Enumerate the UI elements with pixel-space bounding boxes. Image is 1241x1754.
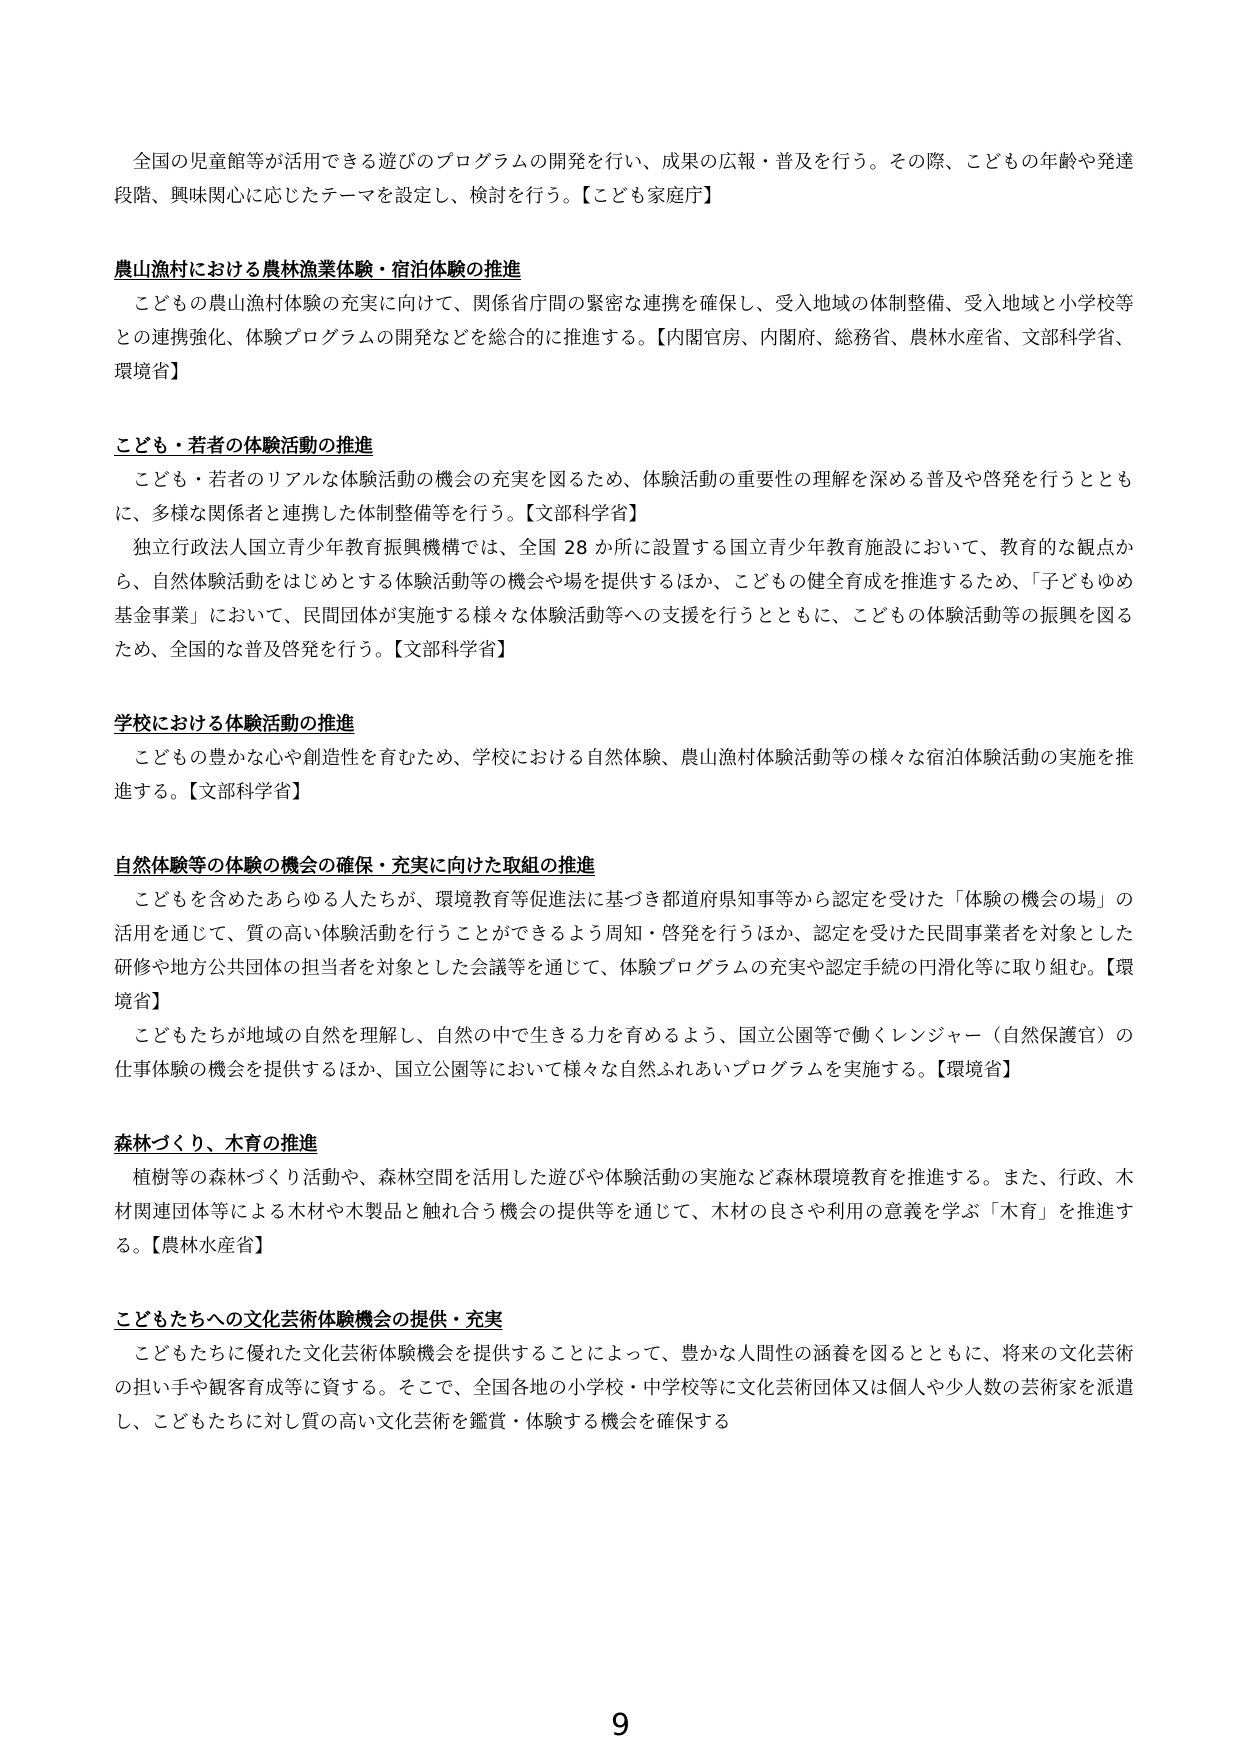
section-heading: 自然体験等の体験の機会の確保・充実に向けた取組の推進 — [114, 856, 596, 877]
section-heading: 森林づくり、木育の推進 — [114, 1134, 318, 1155]
section-heading: こどもたちへの文化芸術体験機会の提供・充実 — [114, 1310, 503, 1331]
section-paragraph: こどもの豊かな心や創造性を育むため、学校における自然体験、農山漁村体験活動等の様々な宿泊体験活動の実施を推進する。【文部科学省】 — [114, 748, 1134, 803]
section-heading: こども・若者の体験活動の推進 — [114, 436, 374, 457]
section-youth-experience — [114, 430, 1134, 668]
section-arts-experience — [114, 1304, 1134, 1440]
intro-paragraph: 全国の児童館等が活用できる遊びのプログラムの開発を行い、成果の広報・普及を行う。その際、こどもの年齢や発達段階、興味関心に応じたテーマを設定し、検討を行う。【こども家庭庁】 — [114, 152, 1134, 207]
section-paragraph: こどもを含めたあらゆる人たちが、環境教育等促進法に基づき都道府県知事等から認定を受けた「体験の機会の場」の活用を通じて、質の高い体験活動を行うことができるよう周知・啓発を行うほか、認定を受けた民間事業者を対象とした研修や地方公共団体の担当者を対象とした会議等を通じて、体験プログラムの充実や認定手続の円滑化等に取り組む。【環境省】 — [114, 890, 1134, 1013]
section-paragraph: こどもたちに優れた文化芸術体験機会を提供することによって、豊かな人間性の涵養を図るとともに、将来の文化芸術の担い手や観客育成等に資する。そこで、全国各地の小学校・中学校等に文化芸術団体又は個人や少人数の芸術家を派遣し、こどもたちに対し質の高い文化芸術を鑑賞・体験する機会を確保する — [114, 1344, 1134, 1433]
section-heading: 農山漁村における農林漁業体験・宿泊体験の推進 — [114, 260, 522, 281]
section-paragraph: 植樹等の森林づくり活動や、森林空間を活用した遊びや体験活動の実施など森林環境教育を推進する。また、行政、木材関連団体等による木材や木製品と触れ合う機会の提供等を通じて、木材の良さや利用の意義を学ぶ「木育」を推進する。【農林水産省】 — [114, 1168, 1134, 1257]
section-heading: 学校における体験活動の推進 — [114, 714, 355, 735]
section-paragraph: 独立行政法人国立青少年教育振興機構では、全国 28 か所に設置する国立青少年教育施設において、教育的な観点から、自然体験活動をはじめとする体験活動等の機会や場を提供するほか、こどもの健全育成を推進するため、「子どもゆめ基金事業」において、民間団体が実施する様々な体験活動等への支援を行うとともに、こどもの体験活動等の振興を図るため、全国的な普及啓発を行う。【文部科学省】 — [114, 538, 1134, 661]
section-nature-experience — [114, 850, 1134, 1088]
section-paragraph: こどもの農山漁村体験の充実に向けて、関係省庁間の緊密な連携を確保し、受入地域の体制整備、受入地域と小学校等との連携強化、体験プログラムの開発などを総合的に推進する。【内閣官房、内閣府、総務省、農林水産省、文部科学省、環境省】 — [114, 294, 1134, 383]
section-agriculture-experience — [114, 254, 1134, 390]
section-paragraph: こども・若者のリアルな体験活動の機会の充実を図るため、体験活動の重要性の理解を深める普及や啓発を行うとともに、多様な関係者と連携した体制整備等を行う。【文部科学省】 — [114, 470, 1134, 525]
section-paragraph: こどもたちが地域の自然を理解し、自然の中で生きる力を育めるよう、国立公園等で働くレンジャー（自然保護官）の仕事体験の機会を提供するほか、国立公園等において様々な自然ふれあいプログラムを実施する。【環境省】 — [114, 1026, 1134, 1081]
section-school-experience — [114, 708, 1134, 810]
document-body — [114, 146, 1134, 1440]
page-number: 9 — [610, 1708, 631, 1743]
section-forest-education — [114, 1128, 1134, 1264]
